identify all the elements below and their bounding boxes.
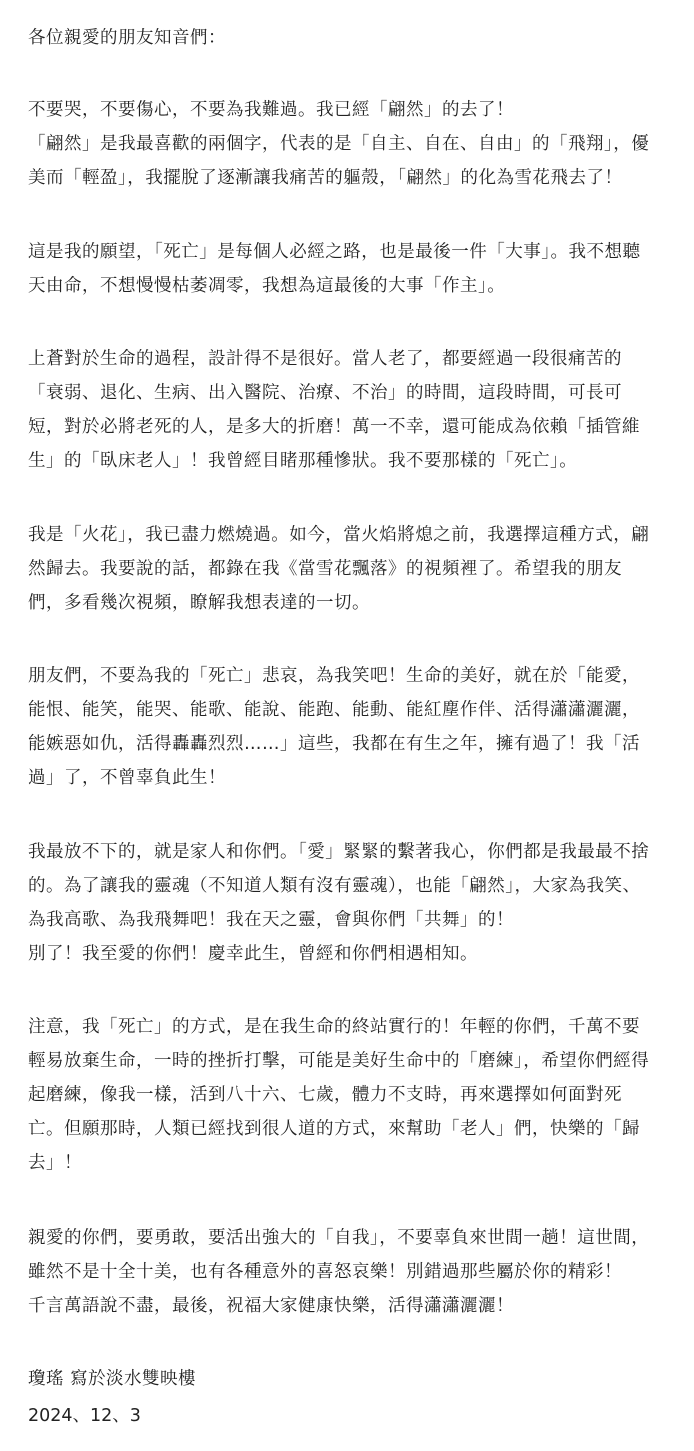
paragraph-line: 輕易放棄生命，一時的挫折打擊，可能是美好生命中的「磨練」，希望你們經得: [28, 1051, 650, 1071]
paragraph-line: 這是我的願望，「死亡」是每個人必經之路，也是最後一件「大事」。我不想聽: [28, 242, 641, 262]
paragraph-line: 天由命，不想慢慢枯萎凋零，我想為這最後的大事「作主」。: [28, 276, 506, 296]
paragraph-line: 注意，我「死亡」的方式，是在我生命的終站實行的！年輕的你們，千萬不要: [28, 1017, 640, 1037]
paragraph-line: 「翩然」是我最喜歡的兩個字，代表的是「自主、自在、自由」的「飛翔」，優: [28, 134, 650, 154]
paragraph-line: 親愛的你們，要勇敢，要活出強大的「自我」，不要辜負來世間一趟！這世間，: [28, 1228, 650, 1248]
paragraph-line: 「衰弱、退化、生病、出入醫院、治療、不治」的時間，這段時間，可長可: [28, 383, 622, 403]
paragraph-line: 過」了，不曾辜負此生！: [28, 768, 226, 788]
paragraph-line: 不要哭，不要傷心，不要為我難過。我已經「翩然」的去了！: [28, 100, 514, 120]
paragraph-line: 然歸去。我要說的話，都錄在我《當雪花飄落》的視頻裡了。希望我的朋友: [28, 559, 622, 579]
paragraph-line: 短，對於必將老死的人，是多大的折磨！萬一不幸，還可能成為依賴「插管維: [28, 417, 640, 437]
paragraph-line: 別了！我至愛的你們！慶幸此生，曾經和你們相遇相知。: [28, 944, 478, 964]
paragraph-line: 雖然不是十全十美，也有各種意外的喜怒哀樂！別錯過那些屬於你的精彩！: [28, 1262, 622, 1282]
paragraph-line: 亡。但願那時，人類已經找到很人道的方式，來幫助「老人」們，快樂的「歸: [28, 1119, 640, 1139]
paragraph-line: 我最放不下的，就是家人和你們。「愛」緊緊的繫著我心，你們都是我最最不捨: [28, 842, 650, 862]
letter-date: 2024、12、3: [28, 1406, 141, 1426]
paragraph-line: 美而「輕盈」，我擺脫了逐漸讓我痛苦的軀殼，「翩然」的化為雪花飛去了！: [28, 168, 623, 188]
signature: 瓊瑤 寫於淡水雙映樓: [28, 1369, 197, 1389]
paragraph-line: 能恨、能笑，能哭、能歌、能說、能跑、能動、能紅塵作伴、活得瀟瀟灑灑，: [28, 700, 640, 720]
paragraph-line: 們，多看幾次視頻，瞭解我想表達的一切。: [28, 593, 370, 613]
paragraph-line: 朋友們，不要為我的「死亡」悲哀，為我笑吧！生命的美好，就在於「能愛，: [28, 666, 640, 686]
paragraph-line: 能嫉惡如仇，活得轟轟烈烈……」這些，我都在有生之年，擁有過了！我「活: [28, 734, 640, 754]
paragraph-line: 的。為了讓我的靈魂（不知道人類有沒有靈魂），也能「翩然」，大家為我笑、: [28, 876, 641, 896]
paragraph-line: 去」！: [28, 1153, 82, 1173]
paragraph-line: 上蒼對於生命的過程，設計得不是很好。當人老了，都要經過一段很痛苦的: [28, 349, 622, 369]
letter-greeting: 各位親愛的朋友知音們：: [28, 28, 226, 48]
paragraph-line: 我是「火花」，我已盡力燃燒過。如今，當火焰將熄之前，我選擇這種方式，翩: [28, 525, 650, 545]
paragraph-line: 為我高歌、為我飛舞吧！我在天之靈，會與你們「共舞」的！: [28, 910, 514, 930]
paragraph-line: 生」的「臥床老人」！我曾經目睹那種慘狀。我不要那樣的「死亡」。: [28, 451, 578, 471]
paragraph-line: 起磨練，像我一樣，活到八十六、七歲，體力不支時，再來選擇如何面對死: [28, 1085, 622, 1105]
paragraph-line: 千言萬語說不盡，最後，祝福大家健康快樂，活得瀟瀟灑灑！: [28, 1296, 514, 1316]
